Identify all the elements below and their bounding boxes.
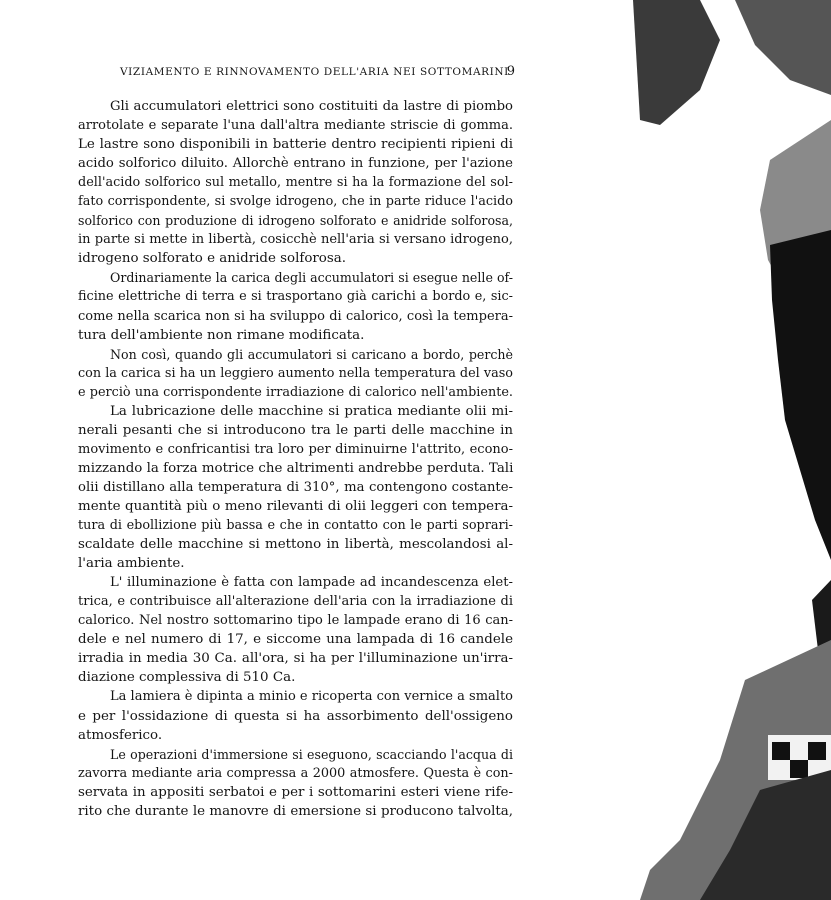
text-line: e per l'ossidazione di questa si ha assorbimento dell'ossigeno (78, 708, 513, 724)
running-header (120, 66, 515, 78)
text-line: con la carica si ha un leggiero aumento nella temperatura del vaso (78, 365, 513, 381)
text-line: calorico. Nel nostro sottomarino tipo le lampade erano di 16 can- (78, 613, 513, 629)
bleed-dark-mass (770, 230, 831, 560)
text-line: servata in appositi serbatoi e per i sottomarini esteri viene rife- (78, 784, 513, 800)
text-line: atmosferico. (78, 727, 163, 743)
text-line: dell'acido solforico sul metallo, mentre si ha la formazione del sol- (78, 175, 513, 191)
text-line: Gli accumulatori elettrici sono costituiti da lastre di piombo (110, 99, 513, 114)
bleed-top-right-shape (735, 0, 831, 95)
text-line: l'aria ambiente. (78, 556, 185, 572)
page-number: 9 (506, 64, 515, 79)
text-line: irradia in media 30 Ca. all'ora, si ha per l'illuminazione un'irra- (78, 651, 513, 667)
text-line: Ordinariamente la carica degli accumulatori si esegue nelle of- (110, 270, 513, 286)
text-line: La lamiera è dipinta a minio e ricoperta con vernice a smalto (110, 689, 513, 705)
text-line: e perciò una corrispondente irradiazione di calorico nell'ambiente. (78, 384, 513, 400)
text-line: Non così, quando gli accumulatori si caricano a bordo, perchè (110, 346, 513, 362)
text-line: La lubricazione delle macchine si pratica mediante olii mi- (110, 403, 513, 419)
bleed-checker-square (790, 760, 808, 778)
text-line: solforico con produzione di idrogeno solforato e anidride solforosa, (78, 213, 513, 229)
text-line: scaldate delle macchine si mettono in libertà, mescolandosi al- (78, 537, 513, 553)
text-line: idrogeno solforato e anidride solforosa. (78, 251, 346, 267)
text-line: mizzando la forza motrice che altrimenti andrebbe perduta. Tali (78, 460, 514, 476)
text-line: Le lastre sono disponibili in batterie dentro recipienti ripieni di (78, 137, 513, 153)
bleed-checker-square (808, 742, 826, 760)
bleed-top-shape (633, 0, 720, 125)
text-line: nerali pesanti che si introducono tra le parti delle macchine in (78, 422, 513, 438)
text-line: L' illuminazione è fatta con lampade ad incandescenza elet- (110, 575, 513, 591)
body-text (78, 97, 513, 821)
text-line: come nella scarica non si ha sviluppo di calorico, così la tempera- (78, 308, 513, 324)
text-line: arrotolate e separate l'una dall'altra mediante striscie di gomma. (78, 118, 513, 134)
text-line: zavorra mediante aria compressa a 2000 atmosfere. Questa è con- (78, 765, 513, 781)
text-line: diazione complessiva di 510 Ca. (78, 670, 296, 686)
text-line: Le operazioni d'immersione si eseguono, scacciando l'acqua di (110, 746, 513, 762)
text-line: trica, e contribuisce all'alterazione dell'aria con la irradiazione di (78, 594, 513, 610)
text-line: rito che durante le manovre di emersione si producono talvolta, (78, 803, 513, 819)
text-line: tura di ebollizione più bassa e che in contatto con le parti soprari- (78, 518, 513, 534)
running-title: VIZIAMENTO E RINNOVAMENTO DELL'ARIA NEI SOTTOMARINI (120, 66, 509, 78)
bleed-checker-square (772, 742, 790, 760)
text-line: olii distillano alla temperatura di 310°, ma contengono costante- (78, 479, 513, 495)
text-line: in parte si mette in libertà, cosicchè nell'aria si versano idrogeno, (78, 232, 513, 248)
text-line: dele e nel numero di 17, e siccome una lampada di 16 candele (78, 632, 513, 648)
text-line: mente quantità più o meno rilevanti di olii leggeri con tempera- (78, 498, 513, 514)
text-line: ficine elettriche di terra e si trasportano già carichi a bordo e, sic- (78, 289, 513, 305)
text-line: tura dell'ambiente non rimane modificata. (78, 327, 365, 343)
text-line: movimento e confricantisi tra loro per diminuirne l'attrito, econo- (78, 441, 513, 457)
text-line: acido solforico diluito. Allorchè entrano in funzione, per l'azione (78, 156, 513, 172)
text-line: fato corrispondente, si svolge idrogeno, che in parte riduce l'acido (78, 194, 513, 210)
